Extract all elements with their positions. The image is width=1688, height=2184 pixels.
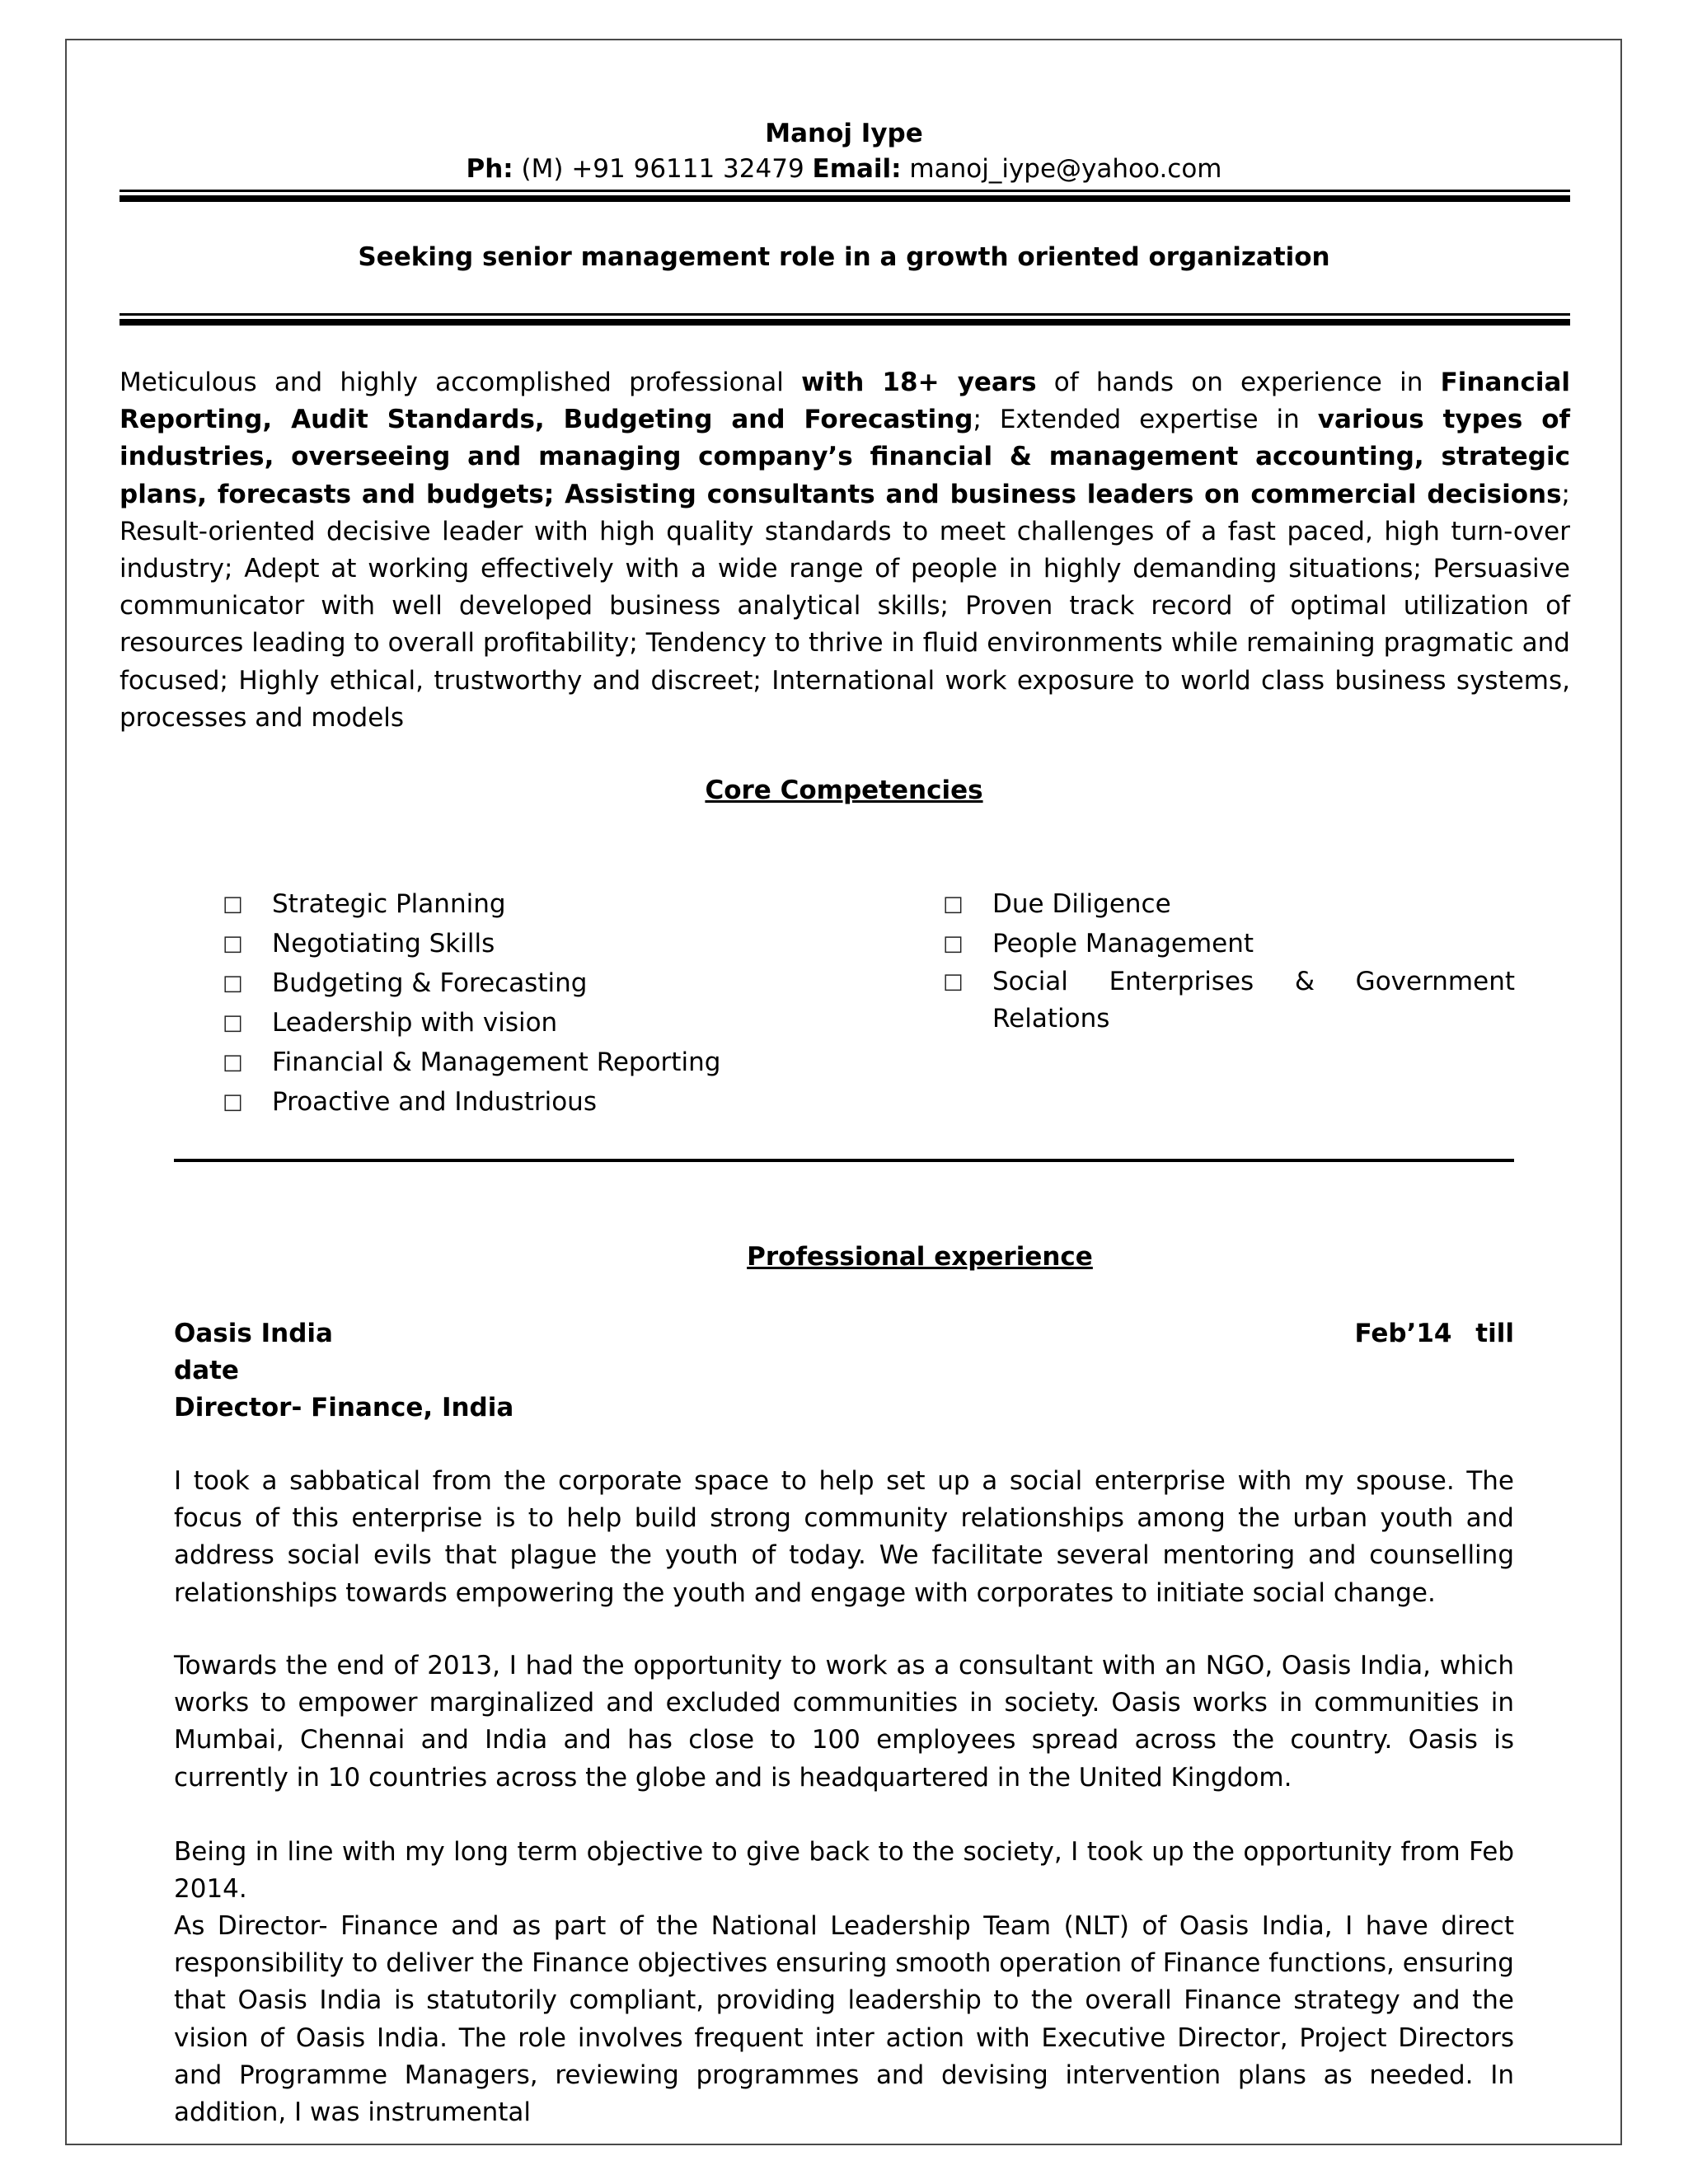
bullet-icon: □ bbox=[943, 969, 964, 994]
list-item bbox=[223, 924, 734, 963]
phone-label: Ph: bbox=[466, 154, 513, 184]
company-name: Oasis India bbox=[174, 1319, 333, 1348]
job-title: Director- Finance, India bbox=[174, 1393, 514, 1422]
competency-label: Budgeting & Forecasting bbox=[272, 968, 588, 998]
experience-paragraph: Being in line with my long term objective to give back to the society, I took up the opportunity from Feb 2014. bbox=[174, 1837, 1514, 1905]
summary-text: Meticulous and highly accomplished professional bbox=[120, 368, 802, 397]
phone-value: (M) +91 96111 32479 bbox=[513, 154, 813, 184]
objective-rule-thin bbox=[120, 313, 1570, 316]
job-dates-continued: date bbox=[174, 1356, 239, 1385]
summary-emphasis: various types of industries, overseeing and managing company’s financial & management accounting, strategic plans, forecasts and budgets; Assisting consultants and business leaders on commercial decisions bbox=[120, 405, 1570, 509]
bullet-icon: □ bbox=[943, 892, 964, 916]
list-item bbox=[223, 963, 734, 1003]
summary-emphasis: with 18+ years bbox=[801, 368, 1037, 397]
candidate-name: Manoj Iype bbox=[765, 119, 923, 148]
list-item bbox=[223, 1082, 734, 1122]
bullet-icon: □ bbox=[223, 1010, 243, 1035]
bullet-icon: □ bbox=[943, 931, 964, 956]
competency-label: Social Enterprises & Government Relations bbox=[992, 967, 1515, 1033]
list-item bbox=[943, 884, 1515, 924]
list-item bbox=[223, 1043, 734, 1082]
section-divider bbox=[174, 1159, 1514, 1162]
competency-label: People Management bbox=[992, 929, 1254, 958]
email-value: manoj_iype@yahoo.com bbox=[901, 154, 1222, 184]
contact-line bbox=[0, 152, 1688, 185]
experience-paragraph: Towards the end of 2013, I had the opportunity to work as a consultant with an NGO, Oasis India, which works to empower marginalized and excluded communities in society. Oasis works in communities in Mumbai, Chennai and India and has close to 100 employees spread across the country. Oasis is currently in 10 countries across the globe and is headquartered in the United Kingdom. bbox=[174, 1651, 1514, 1793]
experience-heading: Professional experience bbox=[747, 1242, 1093, 1272]
header-rule-thin bbox=[120, 190, 1570, 192]
summary-text: of hands on experience in bbox=[1036, 368, 1441, 397]
core-competencies-heading: Core Competencies bbox=[705, 776, 983, 805]
bullet-icon: □ bbox=[223, 892, 243, 916]
summary-text: ; Extended expertise in bbox=[973, 405, 1318, 435]
competency-label: Proactive and Industrious bbox=[272, 1087, 597, 1117]
summary-emphasis: Financial Reporting, Audit Standards, Budgeting and Forecasting bbox=[120, 368, 1570, 435]
email-label: Email: bbox=[812, 154, 902, 184]
competency-label: Due Diligence bbox=[992, 889, 1171, 919]
competency-label: Financial & Management Reporting bbox=[272, 1047, 721, 1077]
competencies-list-left bbox=[223, 884, 734, 1122]
profile-summary bbox=[120, 364, 1570, 737]
bullet-icon: □ bbox=[223, 1050, 243, 1075]
experience-paragraph: I took a sabbatical from the corporate space to help set up a social enterprise with my spouse. The focus of this enterprise is to help build strong community relationships among the urban youth and address social evils that plague the youth of today. We facilitate several mentoring and counselling relationships towards empowering the youth and engage with corporates to initiate social change. bbox=[174, 1466, 1514, 1608]
competency-label: Leadership with vision bbox=[272, 1008, 558, 1038]
competencies-list-right bbox=[943, 884, 1515, 1038]
list-item bbox=[943, 924, 1515, 963]
objective-rule-thick bbox=[120, 319, 1570, 326]
summary-text: ; Result-oriented decisive leader with high quality standards to meet challenges of a fast paced, high turn-over industry; Adept at working effectively with a wide range of people in highly demanding situations; Persuasive communicator with well developed business analytical skills; Proven track record of optimal utilization of resources leading to overall profitability; Tendency to thrive in fluid environments while remaining pragmatic and focused; Highly ethical, trustworthy and discreet; International work exposure to world class business systems, processes and models bbox=[120, 479, 1570, 733]
objective-statement: Seeking senior management role in a growth oriented organization bbox=[358, 242, 1330, 272]
job-header bbox=[174, 1315, 1514, 1427]
list-item bbox=[223, 884, 734, 924]
bullet-icon: □ bbox=[223, 1090, 243, 1114]
competency-label: Strategic Planning bbox=[272, 889, 506, 919]
competency-label: Negotiating Skills bbox=[272, 929, 495, 958]
list-item bbox=[943, 963, 1515, 1038]
list-item bbox=[223, 1003, 734, 1043]
header-rule-thick bbox=[120, 195, 1570, 202]
bullet-icon: □ bbox=[223, 971, 243, 996]
bullet-icon: □ bbox=[223, 931, 243, 956]
job-dates: Feb’14 till bbox=[1354, 1319, 1514, 1348]
experience-paragraph: As Director- Finance and as part of the National Leadership Team (NLT) of Oasis India, I have direct responsibility to deliver the Finance objectives ensuring smooth operation of Finance functions, ensuring that Oasis India is statutorily compliant, providing leadership to the overall Finance strategy and the vision of Oasis India. The role involves frequent inter action with Executive Director, Project Directors and Programme Managers, reviewing programmes and devising intervention plans as needed. In addition, I was instrumental bbox=[174, 1911, 1514, 2128]
